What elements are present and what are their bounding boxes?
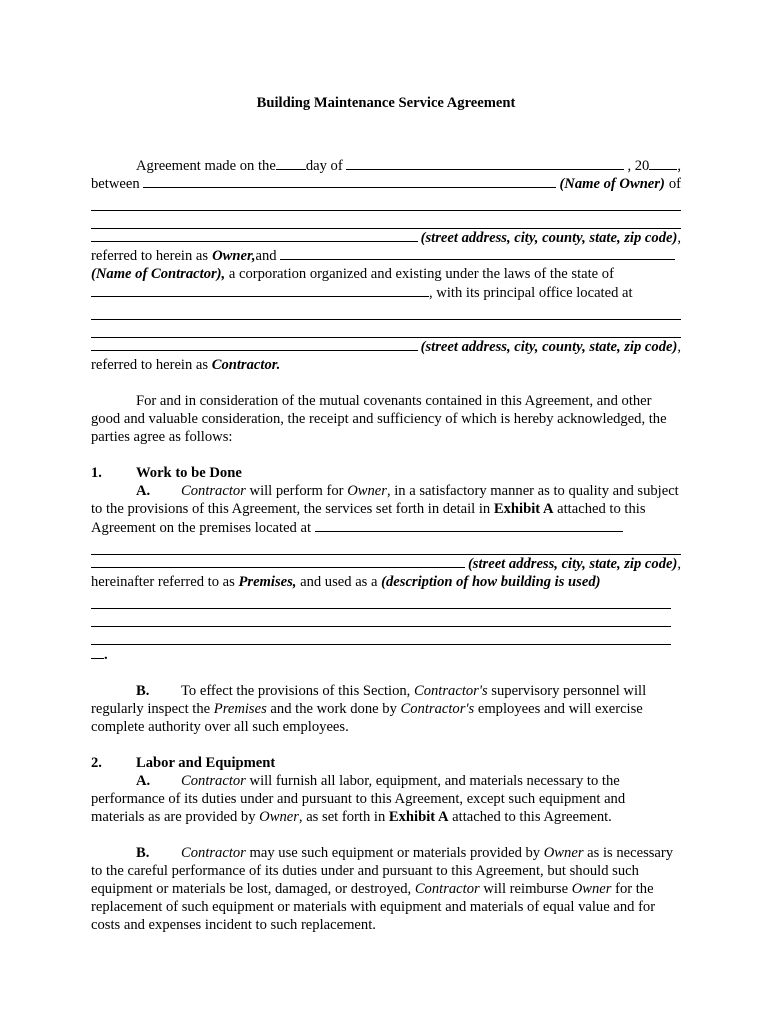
premises-location-blank[interactable] [315, 518, 623, 532]
document-title: Building Maintenance Service Agreement [256, 95, 516, 111]
section-1-heading: 1. Work to be Done [91, 465, 242, 481]
building-use-blank-3[interactable] [91, 627, 671, 645]
building-use-blank-4[interactable] [91, 645, 104, 659]
contractor-address-blank-2[interactable] [91, 320, 681, 338]
section-2b-paragraph: B. Contractor may use such equipment or materials provided by Owner as is necessary to the careful performance of its duties under and pursuant to this Agreement, but should such equipment or materials be lost, damaged, or destroyed, Contractor will reimburse Owner for the replacement of such equipment or materials with equipment and materials of equal value and for costs and expenses incident to such replacement. [91, 845, 674, 933]
referred-contractor-line: referred to herein as Contractor. [91, 357, 281, 373]
building-use-end-line: . [91, 645, 681, 664]
consideration-paragraph: For and in consideration of the mutual covenants contained in this Agreement, and other good and valuable consideration, the receipt and sufficiency of which is hereby acknowledged, the parties agree as follows: [91, 393, 667, 445]
year-blank[interactable] [649, 156, 677, 170]
contractor-address-line: (street address, city, county, state, zip code) , [91, 338, 681, 356]
building-use-blank-1[interactable] [91, 591, 671, 609]
owner-name-blank[interactable] [143, 175, 557, 188]
section-2a-paragraph: A. Contractor will furnish all labor, equipment, and materials necessary to the performance of its duties under and pursuant to this Agreement, except such equipment and materials as are provided by Owner, as set forth in Exhibit A attached to this Agreement. [91, 773, 626, 825]
contractor-corporation-line: (Name of Contractor), a corporation organized and existing under the laws of the state of [91, 266, 614, 282]
premises-address-blank-2[interactable] [91, 555, 465, 568]
contractor-address-blank-3[interactable] [91, 338, 418, 351]
owner-address-line: (street address, city, county, state, zip code) , [91, 229, 681, 247]
building-use-blank-2[interactable] [91, 609, 671, 627]
section-2-heading: 2. Labor and Equipment [91, 755, 276, 771]
premises-usage-line: hereinafter referred to as Premises, and used as a (description of how building is used) [91, 574, 601, 590]
owner-address-blank-3[interactable] [91, 229, 418, 242]
owner-address-blank-1[interactable] [91, 193, 681, 211]
month-blank[interactable] [346, 157, 625, 170]
contractor-address-blank-1[interactable] [91, 302, 681, 320]
contractor-name-blank[interactable] [280, 247, 675, 260]
contractor-state-line: , with its principal office located at [91, 283, 681, 302]
premises-address-line: (street address, city, state, zip code) , [91, 555, 681, 573]
agreement-date-line: Agreement made on the day of , 20 , [136, 158, 681, 174]
contractor-state-blank[interactable] [91, 283, 429, 297]
premises-address-blank-1[interactable] [91, 537, 681, 555]
owner-address-blank-2[interactable] [91, 211, 681, 229]
section-1a-paragraph: A. Contractor will perform for Owner, in a satisfactory manner as to quality and subject to the provisions of this Agreement, the services set forth in detail in Exhibit A attached to this Agreement on the premises located at [91, 483, 679, 536]
contractor-name-line: referred to herein as Owner, and [91, 247, 681, 265]
document-body [91, 94, 681, 934]
section-1b-paragraph: B. To effect the provisions of this Section, Contractor's supervisory personnel will regularly inspect the Premises and the work done by Contractor's employees and will exercise complete authority over all such employees. [91, 683, 647, 735]
day-blank[interactable] [276, 156, 306, 170]
owner-name-line: between (Name of Owner) of [91, 176, 681, 192]
